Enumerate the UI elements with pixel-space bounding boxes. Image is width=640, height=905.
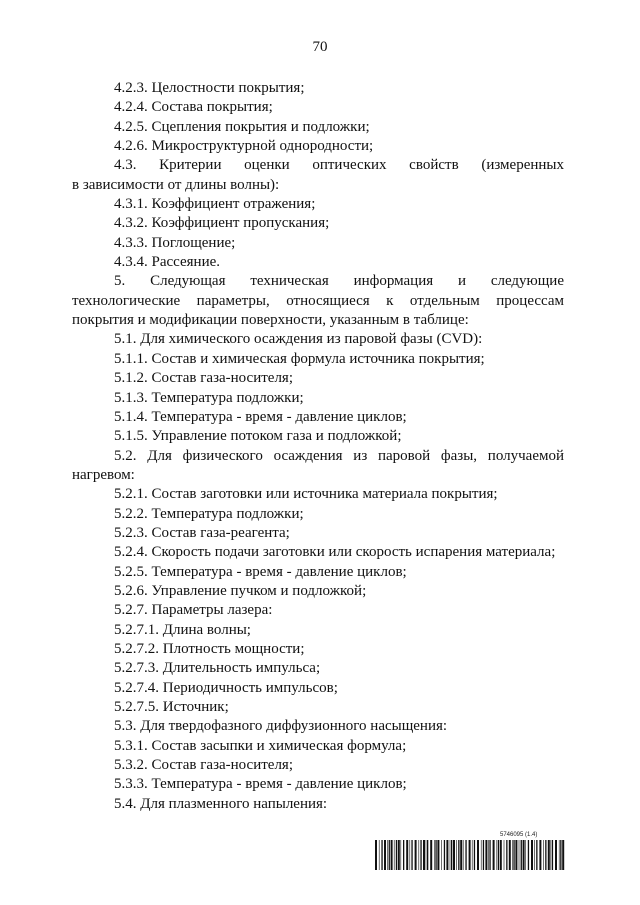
barcode-bar [410,840,411,870]
barcode-bar [379,840,380,870]
text-line: 5.3.2. Состав газа-носителя; [114,757,294,774]
barcode-bar [474,840,475,870]
text-line: 4.3. Критерии оценки оптических свойств (измеренных [114,157,564,174]
barcode-bar [427,840,428,870]
barcode-bar [481,840,482,870]
barcode-bar [426,840,427,870]
barcode-bar [434,840,435,870]
text-line: 5.1.4. Температура - время - давление циклов; [114,408,407,425]
barcode-bar [493,840,495,870]
text-line: 5.2.2. Температура подложки; [114,505,304,522]
barcode-bar [489,840,490,870]
barcode-bar [562,840,564,870]
barcode-bar [534,840,535,870]
text-line: покрытия и модификации поверхности, указанным в таблице: [72,312,469,329]
barcode-bar [437,840,439,870]
barcode-bar [451,840,452,870]
text-line: 4.2.6. Микроструктурной однородности; [114,138,374,155]
text-line: технологические параметры, относящиеся к отдельным процессам [72,292,564,309]
barcode-bar [396,840,397,870]
barcode-bar [444,840,445,870]
barcode-bar [488,840,489,870]
barcode-bar [391,840,393,870]
text-line: 4.2.5. Сцепления покрытия и подложки; [114,118,370,135]
barcode-bar [456,840,457,870]
barcode-bar [450,840,451,870]
barcode-bar [498,840,499,870]
text-line: 5.2.7.4. Периодичность импульсов; [114,679,338,696]
text-line: 5.1.2. Состав газа-носителя; [114,370,294,387]
barcode-bar [509,840,511,870]
page-number: 70 [312,39,328,55]
text-line: 5.2.5. Температура - время - давление циклов; [114,563,407,580]
barcode-bar [548,840,550,870]
text-line: 4.3.2. Коэффициент пропускания; [114,215,330,232]
barcode-bar [528,840,529,870]
text-line: 5.4. Для плазменного напыления: [114,795,328,812]
text-line: 5.1.5. Управление потоком газа и подложкой; [114,428,402,445]
barcode-bar [500,840,502,870]
barcode-bar [543,840,544,870]
barcode-bar [472,840,473,870]
barcode-bar [477,840,479,870]
text-line: 5.2.7.1. Длина волны; [114,621,251,638]
barcode-bar [497,840,498,870]
barcode-bar [401,840,402,870]
text-line: 5.2.4. Скорость подачи заготовки или скорость испарения материала; [114,544,556,561]
text-line: 5.2.7.3. Длительность импульса; [114,660,321,677]
barcode-bar [545,840,546,870]
barcode-bar [403,840,404,870]
barcode-bar [460,840,462,870]
text-line: 5.2.7.5. Источник; [114,699,229,715]
text-line: 4.2.3. Целостности покрытия; [114,80,305,96]
document-code: 5746095 (1.4) [500,832,538,838]
text-line: 4.2.4. Состава покрытия; [114,99,273,116]
barcode-bar [411,840,412,870]
barcode-bar [435,840,436,870]
barcode-bar [458,840,459,870]
text-line: 5. Следующая техническая информация и следующие [114,273,564,290]
barcode-bar [525,840,526,870]
barcode-bar [387,840,388,870]
text-line: 5.1. Для химического осаждения из паровой фазы (CVD): [114,331,483,348]
barcode-bar [512,840,513,870]
barcode-bar [523,840,525,870]
text-line: 5.3.3. Температура - время - давление циклов; [114,776,407,793]
text-line: 5.2.1. Состав заготовки или источника материала покрытия; [114,486,498,503]
text-line: в зависимости от длины волны): [72,176,280,193]
barcode-bar [555,840,557,870]
barcode-bar [394,840,395,870]
barcode-bar [521,840,522,870]
barcode-bar [515,840,517,870]
barcode-bar [539,840,541,870]
barcode-bar [469,840,471,870]
barcode-bar [398,840,400,870]
barcode-bar [384,840,386,870]
barcode-bar [513,840,514,870]
barcode-bar [420,840,421,870]
barcode-bar [419,840,420,870]
text-line: 5.2. Для физического осаждения из паровой фазы, получаемой [114,447,564,464]
barcode-bar [559,840,560,870]
barcode-bar [465,840,466,870]
barcode-bar [519,840,520,870]
text-line: 4.3.4. Рассеяние. [114,254,221,271]
barcode-bar [560,840,561,870]
text-line: 5.2.7. Параметры лазера: [114,602,273,619]
document-body [72,79,564,814]
barcode-bar [531,840,533,870]
barcode-bar [552,840,553,870]
text-line: 5.2.3. Состав газа-реагента; [114,524,290,541]
text-line: 4.3.1. Коэффициент отражения; [114,196,316,213]
barcode-bar [375,840,377,870]
barcode-bar [389,840,390,870]
text-line: 5.1.1. Состав и химическая формула источника покрытия; [114,350,485,367]
barcode-bar [430,840,432,870]
barcode-bar [536,840,537,870]
barcode-bar [446,840,448,870]
barcode-bar [415,840,417,870]
barcode-bar [463,840,464,870]
barcode-bar [485,840,487,870]
barcode-bar [504,840,505,870]
barcode-bar [506,840,507,870]
text-line: нагревом: [72,466,135,483]
barcode-bar [551,840,552,870]
barcode-bar [423,840,425,870]
text-line: 5.1.3. Температура подложки; [114,389,304,406]
barcode-image [375,840,565,870]
barcode-bar [483,840,484,870]
text-line: 5.3.1. Состав засыпки и химическая формула; [114,737,407,754]
text-line: 5.3. Для твердофазного диффузионного насыщения: [114,718,448,735]
barcode-bar [406,840,408,870]
text-line: 4.3.3. Поглощение; [114,234,236,251]
text-line: 5.2.7.2. Плотность мощности; [114,640,305,657]
barcode-bar [381,840,382,870]
text-line: 5.2.6. Управление пучком и подложкой; [114,582,367,599]
barcode-bar [441,840,442,870]
barcode-bar [453,840,455,870]
